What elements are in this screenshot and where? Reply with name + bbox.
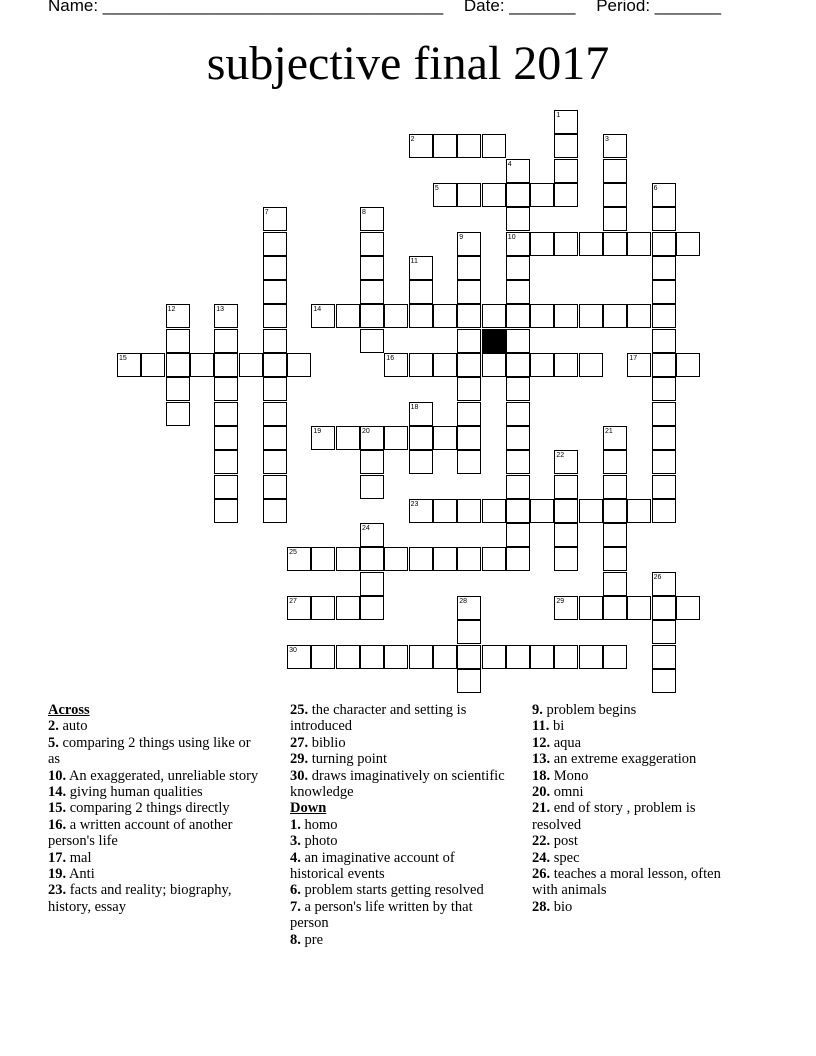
grid-cell[interactable] — [311, 547, 335, 571]
grid-cell[interactable] — [263, 304, 287, 328]
clue-down-9: 9. problem begins — [532, 702, 637, 718]
grid-cell[interactable] — [287, 353, 311, 377]
grid-cell[interactable] — [652, 280, 676, 304]
grid-cell[interactable] — [457, 669, 481, 693]
grid-cell[interactable] — [603, 304, 627, 328]
grid-cell[interactable] — [166, 402, 190, 426]
grid-cell[interactable] — [652, 596, 676, 620]
clue-down-24: 24. spec — [532, 849, 580, 866]
cell-number: 27 — [289, 598, 297, 605]
grid-cell[interactable] — [360, 329, 384, 353]
grid-cell[interactable] — [506, 329, 530, 353]
grid-cell[interactable] — [409, 547, 433, 571]
date-field[interactable]: Date: _______ — [463, 0, 576, 15]
grid-cell[interactable] — [506, 450, 530, 474]
cell-number: 17 — [629, 355, 638, 362]
cell-number: 15 — [119, 355, 127, 362]
cell-number: 23 — [410, 500, 419, 508]
grid-cell[interactable] — [603, 645, 627, 669]
clue-across-2: 2. auto — [48, 718, 88, 735]
grid-cell[interactable] — [409, 280, 433, 304]
grid-cell[interactable] — [603, 450, 627, 474]
grid-cell[interactable] — [457, 402, 481, 426]
grid-cell[interactable] — [457, 499, 481, 523]
grid-cell[interactable] — [482, 134, 506, 158]
grid-cell[interactable] — [214, 353, 238, 377]
across-heading: Across — [48, 702, 90, 718]
grid-cell[interactable] — [506, 523, 530, 547]
grid-cell[interactable] — [579, 232, 603, 256]
grid-cell[interactable] — [263, 329, 287, 353]
grid-cell[interactable] — [482, 353, 506, 377]
clue-down-21: 21. end of story , problem is resolved — [532, 800, 696, 833]
grid-cell[interactable] — [506, 304, 530, 328]
grid-cell[interactable] — [263, 426, 287, 450]
grid-cell[interactable] — [263, 402, 287, 426]
grid-cell[interactable] — [554, 232, 578, 256]
grid-cell[interactable] — [554, 353, 578, 377]
clue-down-22: 22. post — [532, 833, 578, 850]
cell-number: 19 — [313, 427, 322, 435]
grid-cell[interactable] — [627, 304, 651, 328]
grid-cell[interactable] — [627, 596, 651, 620]
clue-across-29: 29. turning point — [290, 751, 388, 768]
grid-cell[interactable] — [530, 232, 554, 256]
clue-across-17: 17. mal — [48, 849, 92, 866]
grid-cell[interactable] — [530, 645, 554, 669]
name-field[interactable]: Name: ____________________________________ — [48, 0, 444, 15]
grid-cell[interactable] — [409, 450, 433, 474]
grid-cell[interactable] — [360, 475, 384, 499]
cell-number: 12 — [167, 306, 176, 314]
cell-number: 11 — [410, 257, 418, 265]
grid-cell[interactable] — [457, 353, 481, 377]
grid-cell[interactable] — [263, 450, 287, 474]
grid-cell[interactable] — [652, 353, 676, 377]
grid-cell[interactable] — [214, 402, 238, 426]
grid-cell[interactable] — [433, 353, 457, 377]
grid-cell[interactable] — [506, 183, 530, 207]
grid-cell[interactable] — [506, 207, 530, 231]
grid-cell[interactable] — [530, 499, 554, 523]
cell-number: 6 — [653, 184, 658, 192]
grid-cell[interactable] — [579, 304, 603, 328]
grid-cell[interactable] — [263, 280, 287, 304]
grid-cell[interactable] — [482, 499, 506, 523]
grid-cell[interactable] — [457, 645, 481, 669]
grid-cell[interactable] — [457, 547, 481, 571]
clue-across-15: 15. comparing 2 things directly — [48, 800, 230, 817]
grid-cell[interactable] — [652, 402, 676, 426]
grid-cell[interactable] — [433, 547, 457, 571]
cell-number: 25 — [289, 549, 297, 557]
grid-cell[interactable] — [263, 377, 287, 401]
cell-number: 29 — [556, 598, 565, 605]
grid-cell[interactable] — [433, 304, 457, 328]
grid-cell[interactable] — [360, 256, 384, 280]
clue-down-11: 11. bi — [532, 718, 565, 735]
grid-cell[interactable] — [652, 329, 676, 353]
clue-down-18: 18. Mono — [532, 767, 589, 784]
clue-across-5: 5. comparing 2 things using like or as — [48, 734, 251, 768]
grid-cell[interactable] — [554, 499, 578, 523]
grid-cell[interactable] — [506, 547, 530, 571]
grid-cell[interactable] — [384, 547, 408, 571]
clue-down-28: 28. bio — [532, 898, 573, 915]
grid-cell[interactable] — [506, 645, 530, 669]
grid-cell[interactable] — [360, 547, 384, 571]
cell-number: 21 — [605, 427, 613, 435]
grid-cell[interactable] — [652, 426, 676, 450]
grid-cell[interactable] — [506, 426, 530, 450]
grid-cell[interactable] — [627, 499, 651, 523]
grid-cell[interactable] — [554, 159, 578, 183]
clue-down-4: 4. an imaginative account of historical events — [290, 849, 455, 883]
grid-cell[interactable] — [409, 645, 433, 669]
grid-cell[interactable] — [603, 475, 627, 499]
grid-cell[interactable] — [652, 207, 676, 231]
clue-column-2 — [290, 702, 510, 948]
cell-number: 16 — [386, 355, 395, 362]
grid-cell[interactable] — [530, 304, 554, 328]
grid-cell[interactable] — [360, 450, 384, 474]
grid-cell[interactable] — [506, 475, 530, 499]
grid-cell[interactable] — [676, 353, 700, 377]
grid-cell[interactable] — [384, 304, 408, 328]
grid-cell[interactable] — [360, 596, 384, 620]
grid-cell[interactable] — [457, 426, 481, 450]
cell-number: 3 — [605, 136, 609, 144]
cell-number: 24 — [362, 525, 370, 533]
grid-cell[interactable] — [554, 134, 578, 158]
cell-number: 8 — [362, 209, 366, 217]
grid-cell[interactable] — [603, 183, 627, 207]
grid-cell[interactable] — [263, 256, 287, 280]
cell-number: 10 — [507, 233, 516, 241]
grid-cell[interactable] — [433, 134, 457, 158]
grid-cell[interactable] — [360, 645, 384, 669]
clue-across-27: 27. biblio — [290, 734, 346, 751]
cell-number: 28 — [459, 598, 467, 605]
grid-cell[interactable] — [554, 183, 578, 207]
grid-cell[interactable] — [384, 645, 408, 669]
grid-cell[interactable] — [311, 596, 335, 620]
grid-cell[interactable] — [190, 353, 214, 377]
grid-cell[interactable] — [652, 645, 676, 669]
grid-cell[interactable] — [652, 232, 676, 256]
grid-cell[interactable] — [652, 304, 676, 328]
grid-cell[interactable] — [336, 596, 360, 620]
grid-cell[interactable] — [457, 304, 481, 328]
clue-across-23: 23. facts and reality; biography, history, essay — [48, 882, 232, 915]
grid-cell[interactable] — [603, 159, 627, 183]
clue-down-26: 26. teaches a moral lesson, often with animals — [532, 866, 721, 899]
cell-number: 20 — [362, 427, 370, 435]
clue-down-1: 1. homo — [290, 816, 338, 833]
clue-across-25: 25. the character and setting is introduced — [290, 702, 467, 735]
grid-cell[interactable] — [457, 256, 481, 280]
grid-cell[interactable] — [603, 499, 627, 523]
grid-cell[interactable] — [603, 232, 627, 256]
cell-number: 1 — [556, 112, 561, 119]
grid-cell[interactable] — [336, 304, 360, 328]
grid-cell[interactable] — [554, 304, 578, 328]
grid-cell[interactable] — [457, 134, 481, 158]
grid-cell[interactable] — [506, 377, 530, 401]
grid-cell[interactable] — [652, 499, 676, 523]
grid-cell[interactable] — [579, 645, 603, 669]
grid-cell[interactable] — [336, 426, 360, 450]
grid-cell[interactable] — [652, 669, 676, 693]
grid-cell[interactable] — [554, 547, 578, 571]
grid-cell[interactable] — [360, 572, 384, 596]
grid-cell[interactable] — [166, 377, 190, 401]
worksheet-header — [48, 0, 737, 16]
grid-cell[interactable] — [239, 353, 263, 377]
grid-cell[interactable] — [214, 329, 238, 353]
grid-cell[interactable] — [457, 329, 481, 353]
grid-cell[interactable] — [603, 547, 627, 571]
grid-cell[interactable] — [506, 353, 530, 377]
grid-cell[interactable] — [141, 353, 165, 377]
cell-number: 18 — [410, 403, 419, 411]
cell-number: 26 — [653, 573, 662, 581]
grid-cell[interactable] — [263, 499, 287, 523]
grid-cell[interactable] — [554, 523, 578, 547]
clue-across-16: 16. a written account of another person's life — [48, 816, 233, 850]
cell-number: 22 — [556, 452, 565, 460]
grid-cell[interactable] — [554, 475, 578, 499]
grid-cell[interactable] — [409, 304, 433, 328]
grid-cell[interactable] — [652, 256, 676, 280]
clue-across-30: 30. draws imaginatively on scientific knowledge — [290, 767, 505, 801]
clue-down-3: 3. photo — [290, 833, 338, 850]
grid-cell[interactable] — [263, 232, 287, 256]
clue-across-10: 10. An exaggerated, unreliable story — [48, 767, 259, 784]
grid-cell[interactable] — [506, 280, 530, 304]
clue-down-13: 13. an extreme exaggeration — [532, 751, 697, 768]
clue-column-3 — [532, 702, 747, 915]
grid-cell[interactable] — [530, 353, 554, 377]
grid-cell[interactable] — [603, 207, 627, 231]
cell-number: 4 — [507, 160, 512, 168]
grid-cell[interactable] — [482, 547, 506, 571]
grid-cell[interactable] — [384, 426, 408, 450]
grid-cell[interactable] — [433, 426, 457, 450]
grid-cell[interactable] — [457, 280, 481, 304]
grid-cell[interactable] — [457, 183, 481, 207]
clue-down-7: 7. a person's life written by that person — [290, 898, 473, 932]
cell-number: 30 — [289, 646, 297, 654]
clue-down-6: 6. problem starts getting resolved — [290, 882, 484, 899]
grid-cell[interactable] — [457, 620, 481, 644]
clue-down-8: 8. pre — [290, 931, 324, 948]
grid-cell[interactable] — [214, 450, 238, 474]
grid-cell[interactable] — [433, 645, 457, 669]
grid-cell[interactable] — [263, 353, 287, 377]
grid-cell[interactable] — [554, 645, 578, 669]
clue-down-20: 20. omni — [532, 784, 584, 801]
grid-cell[interactable] — [603, 523, 627, 547]
grid-cell[interactable] — [336, 645, 360, 669]
grid-cell[interactable] — [652, 475, 676, 499]
grid-cell[interactable] — [166, 329, 190, 353]
grid-cell[interactable] — [482, 304, 506, 328]
cell-number: 9 — [459, 233, 464, 241]
grid-cell[interactable] — [311, 645, 335, 669]
grid-cell[interactable] — [530, 183, 554, 207]
grid-cell[interactable] — [676, 596, 700, 620]
grid-cell[interactable] — [214, 499, 238, 523]
grid-cell[interactable] — [214, 377, 238, 401]
grid-cell[interactable] — [360, 304, 384, 328]
grid-cell[interactable] — [506, 402, 530, 426]
down-heading: Down — [290, 800, 327, 817]
grid-cell[interactable] — [214, 475, 238, 499]
grid-cell[interactable] — [627, 232, 651, 256]
grid-cell[interactable] — [506, 256, 530, 280]
cell-number: 7 — [264, 209, 269, 217]
clue-column-1 — [48, 702, 263, 915]
grid-cell[interactable] — [360, 280, 384, 304]
grid-cell[interactable] — [482, 183, 506, 207]
grid-cell[interactable] — [652, 377, 676, 401]
cell-number: 2 — [410, 136, 415, 144]
grid-cell[interactable] — [336, 547, 360, 571]
grid-cell[interactable] — [409, 426, 433, 450]
grid-cell[interactable] — [579, 499, 603, 523]
clue-across-14: 14. giving human qualities — [48, 784, 203, 801]
cell-number: 5 — [434, 184, 439, 192]
grid-cell[interactable] — [457, 450, 481, 474]
clue-down-12: 12. aqua — [532, 734, 582, 751]
grid-cell[interactable] — [360, 232, 384, 256]
grid-cell[interactable] — [652, 620, 676, 644]
grid-cell[interactable] — [603, 572, 627, 596]
period-field[interactable]: Period: _______ — [596, 0, 721, 15]
grid-cell[interactable] — [652, 450, 676, 474]
black-cell — [482, 329, 506, 353]
grid-cell[interactable] — [482, 645, 506, 669]
page-title: subjective final 2017 — [206, 37, 610, 90]
grid-cell[interactable] — [676, 232, 700, 256]
grid-cell[interactable] — [506, 499, 530, 523]
cell-number: 14 — [313, 306, 322, 314]
grid-cell[interactable] — [433, 499, 457, 523]
grid-cell[interactable] — [603, 596, 627, 620]
cell-number: 13 — [216, 306, 224, 314]
grid-cell[interactable] — [263, 475, 287, 499]
grid-cell[interactable] — [166, 353, 190, 377]
clue-across-19: 19. Anti — [48, 866, 95, 883]
grid-cell[interactable] — [457, 377, 481, 401]
grid-cell[interactable] — [579, 353, 603, 377]
grid-cell[interactable] — [579, 596, 603, 620]
grid-cell[interactable] — [409, 353, 433, 377]
grid-cell[interactable] — [214, 426, 238, 450]
